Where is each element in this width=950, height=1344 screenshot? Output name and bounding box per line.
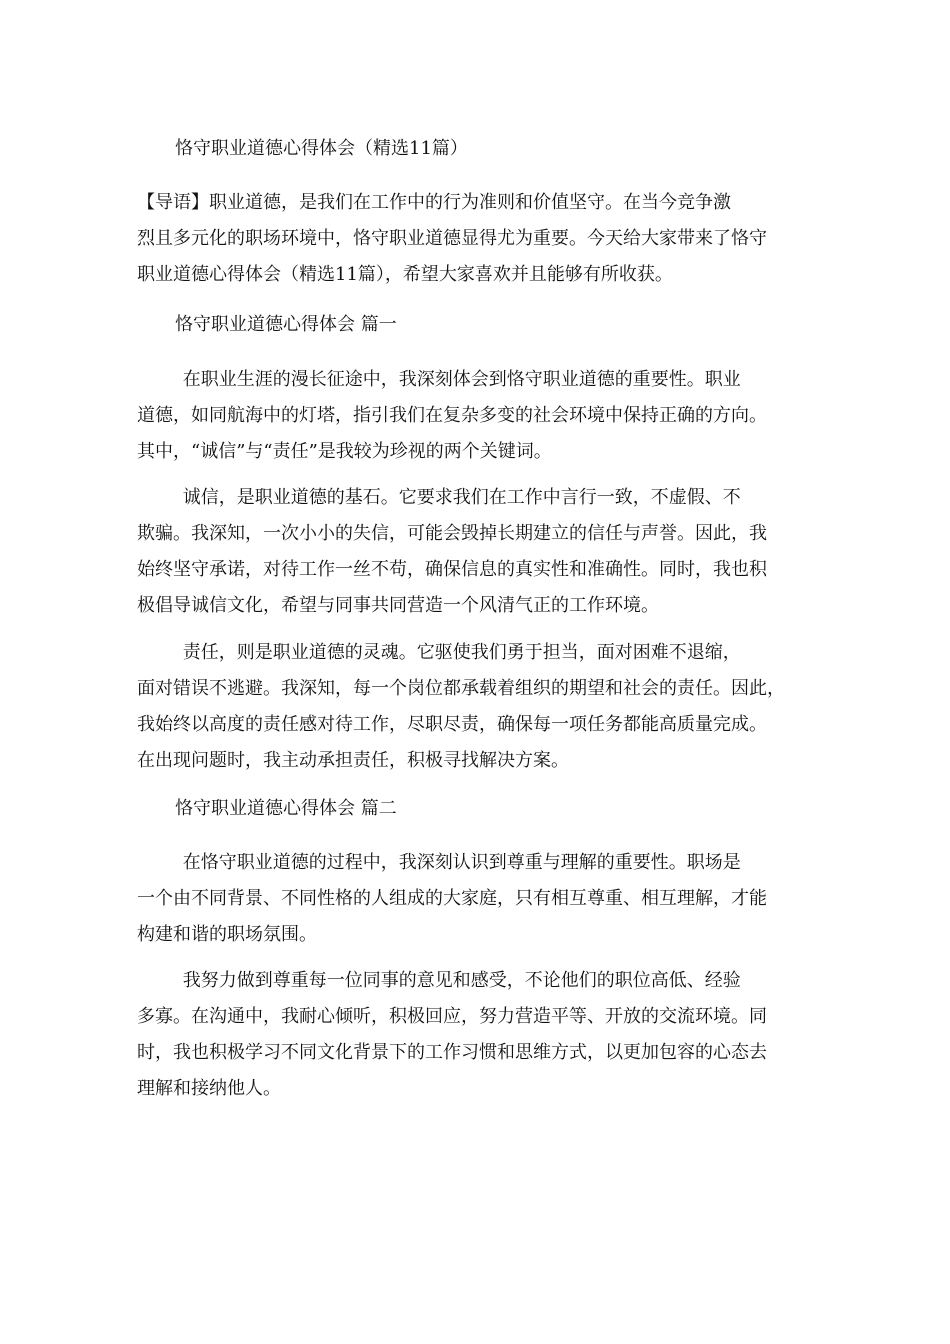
text-line: 在恪守职业道德的过程中，我深刻认识到尊重与理解的重要性。职场是 xyxy=(137,852,741,873)
text-line: 理解和接纳他人。 xyxy=(137,1078,281,1099)
text-line: 烈且多元化的职场环境中，恪守职业道德显得尤为重要。今天给大家带来了恪守 xyxy=(137,228,767,249)
text-line: 面对错误不逃避。我深知，每一个岗位都承载着组织的期望和社会的责任。因此， xyxy=(137,678,785,699)
text-line: 我努力做到尊重每一位同事的意见和感受，不论他们的职位高低、经验 xyxy=(137,970,741,991)
section-heading-2: 恪守职业道德心得体会 篇二 xyxy=(175,798,397,819)
text-line: 极倡导诚信文化，希望与同事共同营造一个风清气正的工作环境。 xyxy=(137,595,659,616)
text-line: 多寡。在沟通中，我耐心倾听，积极回应，努力营造平等、开放的交流环境。同 xyxy=(137,1006,767,1027)
text-line: 我始终以高度的责任感对待工作，尽职尽责，确保每一项任务都能高质量完成。 xyxy=(137,714,767,735)
paragraph xyxy=(137,845,823,953)
text-line: 构建和谐的职场氛围。 xyxy=(137,924,317,945)
intro-paragraph xyxy=(137,185,823,293)
text-line: 始终坚守承诺，对待工作一丝不苟，确保信息的真实性和准确性。同时，我也积 xyxy=(137,559,767,580)
text-line: 欺骗。我深知，一次小小的失信，可能会毁掉长期建立的信任与声誉。因此，我 xyxy=(137,523,767,544)
text-line: 【导语】职业道德，是我们在工作中的行为准则和价值坚守。在当今竞争激 xyxy=(137,192,731,213)
text-line: 责任，则是职业道德的灵魂。它驱使我们勇于担当，面对困难不退缩， xyxy=(137,642,741,663)
paragraph xyxy=(137,480,823,624)
text-line: 道德，如同航海中的灯塔，指引我们在复杂多变的社会环境中保持正确的方向。 xyxy=(137,405,767,426)
paragraph xyxy=(137,963,823,1107)
text-line: 时，我也积极学习不同文化背景下的工作习惯和思维方式，以更加包容的心态去 xyxy=(137,1042,767,1063)
document-title: 恪守职业道德心得体会（精选11篇） xyxy=(175,138,468,159)
paragraph xyxy=(137,635,823,779)
text-line: 其中，“诚信”与“责任”是我较为珍视的两个关键词。 xyxy=(137,441,552,462)
text-line: 在职业生涯的漫长征途中，我深刻体会到恪守职业道德的重要性。职业 xyxy=(137,369,741,390)
text-line: 诚信，是职业道德的基石。它要求我们在工作中言行一致，不虚假、不 xyxy=(137,487,741,508)
text-line: 在出现问题时，我主动承担责任，积极寻找解决方案。 xyxy=(137,750,569,771)
text-line: 职业道德心得体会（精选11篇），希望大家喜欢并且能够有所收获。 xyxy=(137,264,673,285)
section-heading-1: 恪守职业道德心得体会 篇一 xyxy=(175,314,397,335)
paragraph xyxy=(137,362,823,470)
text-line: 一个由不同背景、不同性格的人组成的大家庭，只有相互尊重、相互理解，才能 xyxy=(137,888,767,909)
